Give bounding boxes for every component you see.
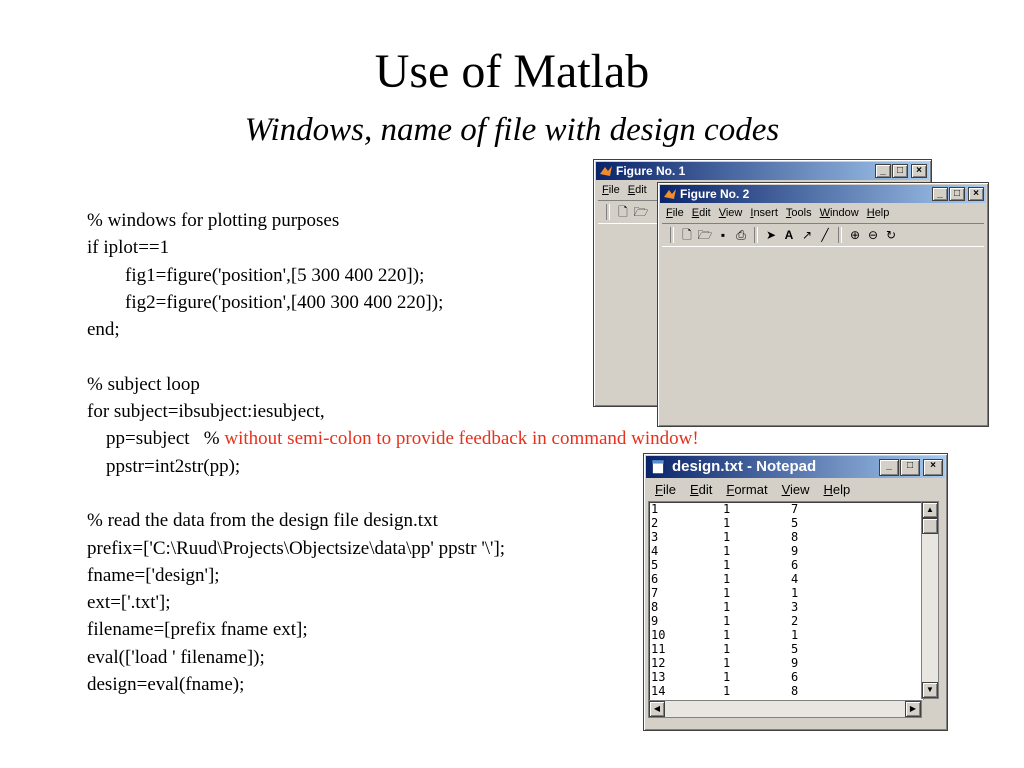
minimize-button[interactable]: _ [879, 459, 899, 476]
notepad-cell: 2 [651, 516, 659, 530]
slide-title: Use of Matlab [374, 45, 650, 98]
code-text: design=eval(fname); [87, 674, 245, 696]
notepad-cell: 1 [723, 656, 731, 670]
figure-2-window[interactable] [657, 182, 989, 427]
zoom-out-icon[interactable]: ⊖ [867, 228, 879, 242]
code-text: % subject loop [87, 373, 200, 395]
code-text: end; [87, 319, 120, 341]
horizontal-scrollbar[interactable] [648, 700, 922, 718]
toolbar-separator [754, 227, 758, 243]
arrow-icon[interactable]: ↗ [801, 228, 813, 242]
code-line [87, 616, 699, 643]
code-text: % windows for plotting purposes [87, 210, 340, 231]
notepad-cell: 8 [651, 600, 659, 614]
code-line [87, 671, 699, 698]
code-text: fig1=figure('position',[5 300 400 220]); [87, 264, 425, 286]
notepad-cell: 1 [723, 558, 731, 572]
notepad-cell: 1 [723, 670, 731, 684]
menu-help[interactable]: Help [823, 482, 851, 497]
menu-edit[interactable]: Edit [691, 207, 711, 219]
notepad-cell: 9 [791, 656, 799, 670]
menu-file[interactable]: File [602, 184, 620, 196]
notepad-cell: 1 [723, 586, 731, 600]
notepad-cell: 1 [723, 502, 731, 516]
notepad-cell: 1 [791, 628, 799, 642]
notepad-cell: 4 [791, 572, 799, 586]
notepad-cell: 1 [723, 600, 731, 614]
menu-view[interactable]: View [718, 207, 743, 219]
notepad-cell: 14 [651, 684, 666, 698]
notepad-cell: 1 [651, 502, 659, 516]
matlab-icon [663, 187, 677, 201]
notepad-cell: 2 [791, 614, 799, 628]
notepad-title: design.txt - Notepad [672, 458, 817, 475]
notepad-cell: 9 [791, 544, 799, 558]
code-text: ppstr=int2str(pp); [87, 455, 241, 477]
scroll-left-icon[interactable]: ◀ [649, 701, 665, 717]
open-folder-icon[interactable]: 🗁 [697, 228, 713, 242]
code-text: ext=['.txt']; [87, 592, 171, 614]
code-text: fig2=figure('position',[400 300 400 220]); [87, 291, 444, 313]
open-folder-icon[interactable]: 🗁 [633, 205, 649, 219]
notepad-cell: 3 [651, 530, 659, 544]
maximize-button[interactable]: □ [900, 459, 920, 476]
vertical-scrollbar[interactable] [921, 501, 939, 699]
figure-2-title: Figure No. 2 [680, 187, 750, 201]
code-text: for subject=ibsubject:iesubject, [87, 401, 325, 423]
text-icon[interactable]: A [784, 228, 794, 242]
minimize-button[interactable]: _ [875, 164, 891, 178]
resize-grip[interactable] [922, 700, 940, 718]
maximize-button[interactable]: □ [949, 187, 965, 201]
scroll-down-icon[interactable]: ▼ [922, 682, 938, 698]
figure-2-toolbar [662, 223, 984, 247]
new-file-icon[interactable]: 🗋 [618, 205, 628, 219]
code-line [87, 562, 699, 589]
code-line [87, 480, 699, 507]
menu-edit[interactable]: Edit [627, 184, 647, 196]
code-line [87, 535, 699, 562]
toolbar-separator [838, 227, 842, 243]
notepad-cell: 12 [651, 656, 666, 670]
code-line [87, 586, 699, 616]
code-text: filename=[prefix fname ext]; [87, 619, 308, 641]
notepad-cell: 10 [651, 628, 666, 642]
toolbar-separator [606, 204, 610, 220]
figure-1-title: Figure No. 1 [616, 164, 686, 178]
menu-format[interactable]: Format [726, 482, 768, 497]
figure-1-titlebar[interactable] [596, 162, 929, 180]
menu-file[interactable]: File [666, 207, 684, 219]
notepad-cell: 1 [723, 642, 731, 656]
new-file-icon[interactable]: 🗋 [682, 228, 692, 242]
notepad-cell: 8 [791, 530, 799, 544]
notepad-cell: 5 [651, 558, 659, 572]
figure-2-titlebar[interactable] [660, 185, 986, 203]
notepad-cell: 8 [791, 684, 799, 698]
close-button[interactable]: × [923, 459, 943, 476]
code-text: prefix=['C:\Ruud\Projects\Objectsize\data\pp' ppstr '\']; [87, 537, 506, 559]
code-text: if iplot==1 [87, 237, 170, 259]
notepad-cell: 5 [791, 642, 799, 656]
notepad-cell: 1 [723, 544, 731, 558]
notepad-menubar [648, 480, 857, 500]
menu-insert[interactable]: Insert [750, 207, 778, 219]
scroll-right-icon[interactable]: ▶ [905, 701, 921, 717]
notepad-cell: 7 [651, 586, 659, 600]
slide-subtitle: Windows, name of file with design codes [244, 112, 780, 148]
scroll-up-icon[interactable]: ▲ [922, 502, 938, 518]
notepad-cell: 6 [651, 572, 659, 586]
menu-edit[interactable]: Edit [689, 482, 713, 497]
notepad-icon [650, 459, 666, 475]
code-line [87, 644, 699, 671]
notepad-window[interactable] [643, 453, 948, 731]
pointer-icon[interactable]: ➤ [765, 228, 777, 242]
scroll-thumb[interactable] [922, 518, 938, 534]
matlab-icon [599, 164, 613, 178]
menu-help[interactable]: Help [866, 207, 890, 219]
maximize-button[interactable]: □ [892, 164, 908, 178]
save-icon[interactable]: ▪ [720, 228, 726, 242]
notepad-cell: 11 [651, 642, 666, 656]
print-icon[interactable]: ⎙ [736, 228, 746, 242]
notepad-cell: 7 [791, 502, 799, 516]
notepad-cell: 1 [791, 586, 799, 600]
menu-view[interactable]: View [781, 482, 810, 497]
notepad-cell: 13 [651, 670, 666, 684]
code-text: eval(['load ' filename]); [87, 646, 265, 668]
code-text: % read the data from the design file design.txt [87, 510, 438, 532]
close-button[interactable]: × [968, 187, 984, 201]
notepad-cell: 1 [723, 572, 731, 586]
notepad-titlebar[interactable] [646, 456, 945, 478]
notepad-cell: 6 [791, 670, 799, 684]
notepad-cell: 4 [651, 544, 659, 558]
line-icon[interactable]: ╱ [821, 228, 829, 242]
code-line [87, 453, 699, 480]
code-text: fname=['design']; [87, 564, 220, 586]
rotate-icon[interactable]: ↻ [885, 228, 897, 242]
notepad-cell: 6 [791, 558, 799, 572]
notepad-cell: 1 [723, 684, 731, 698]
minimize-button[interactable]: _ [932, 187, 948, 201]
zoom-in-icon[interactable]: ⊕ [849, 228, 861, 242]
figure-2-menubar [662, 205, 893, 221]
notepad-text-area[interactable] [648, 501, 924, 701]
code-comment: without semi-colon to provide feedback in command window! [224, 428, 699, 450]
code-text: pp=subject % [87, 428, 225, 450]
code-line [87, 425, 699, 452]
notepad-cell: 3 [791, 600, 799, 614]
figure-1-menubar [598, 182, 651, 198]
notepad-cell: 5 [791, 516, 799, 530]
menu-file[interactable]: File [655, 482, 676, 497]
notepad-cell: 1 [723, 516, 731, 530]
toolbar-separator [670, 227, 674, 243]
notepad-cell: 1 [723, 530, 731, 544]
notepad-cell: 9 [651, 614, 659, 628]
notepad-cell: 1 [723, 614, 731, 628]
notepad-cell: 1 [723, 628, 731, 642]
code-line [87, 507, 699, 534]
close-button[interactable]: × [911, 164, 927, 178]
menu-window[interactable]: Window [819, 207, 859, 219]
menu-tools[interactable]: Tools [785, 207, 812, 219]
